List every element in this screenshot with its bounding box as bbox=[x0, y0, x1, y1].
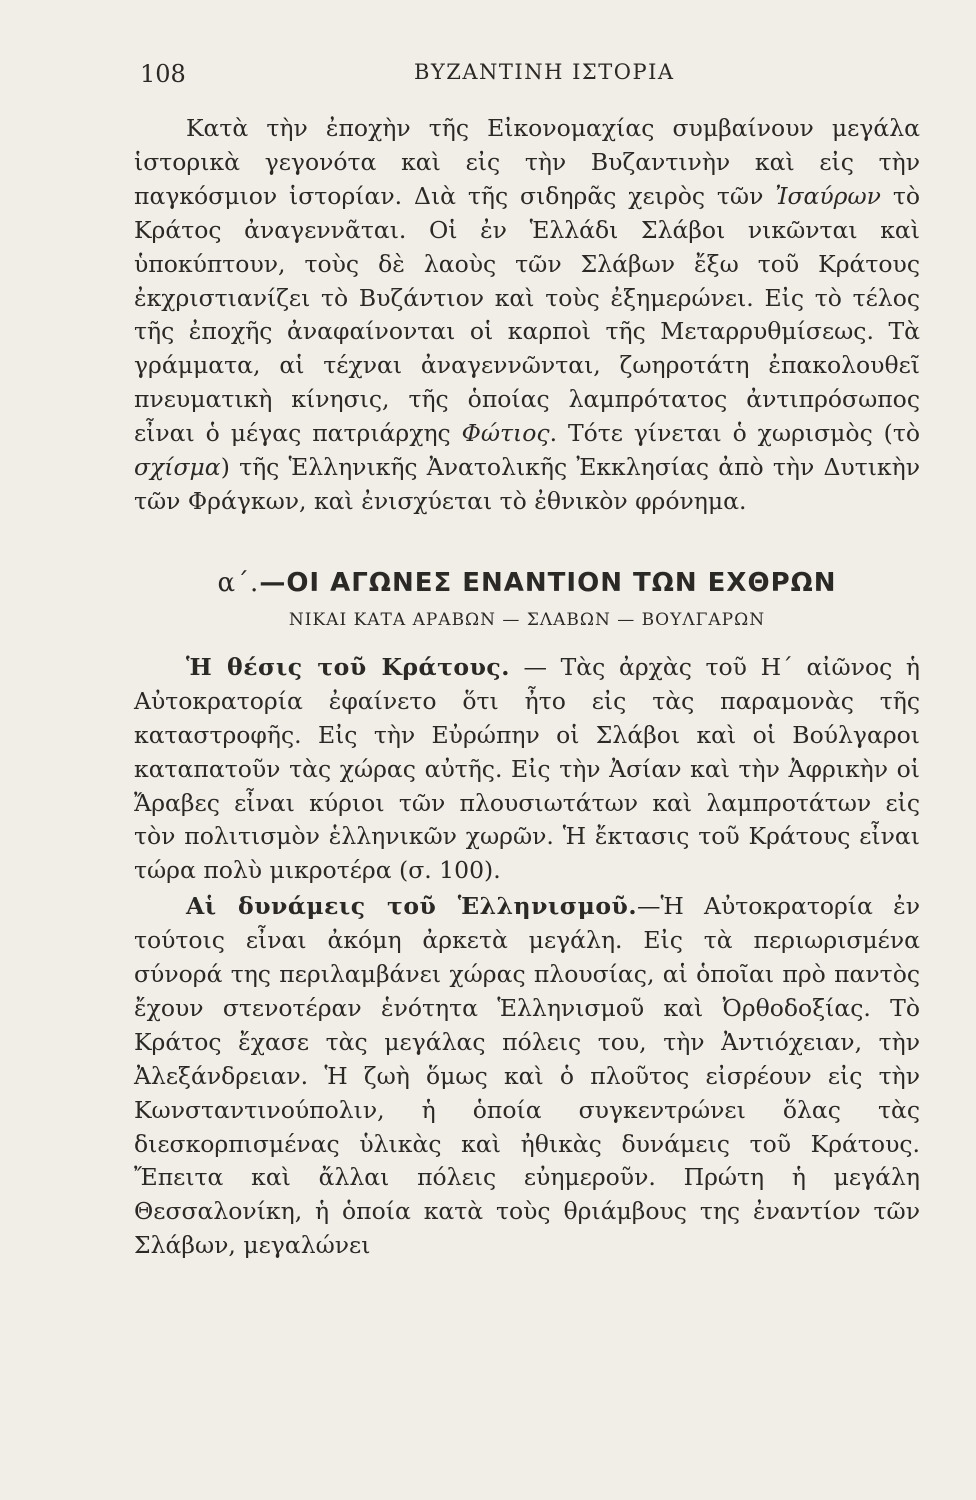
intro-paragraph bbox=[134, 112, 920, 519]
forces-text: —Ἡ Αὐτοκρατορία ἐν τούτοις εἶναι ἀκόμη ἀρκετὰ μεγάλη. Εἰς τὰ περιωρισμένα σύνορά της περιλαμβάνει χώρας πλουσίας, αἱ ὁποῖαι πρὸ παντὸς ἔχουν στενοτέραν ἑνότητα Ἑλληνισμοῦ καὶ Ὀρθοδοξίας. Τὸ Κράτος ἔχασε τὰς μεγάλας πόλεις του, τὴν Ἀντιόχειαν, τὴν Ἀλεξάνδρειαν. Ἡ ζωὴ ὅμως καὶ ὁ πλοῦτος εἰσρέουν εἰς τὴν Κωνσταντινούπολιν, ἡ ὁποία συγκεντρώνει ὅλας τὰς διεσκορπισμένας ὑλικὰς καὶ ἠθικὰς δυνάμεις τοῦ Κράτους. Ἔπειτα καὶ ἄλλαι πόλεις εὐημεροῦν. Πρώτη ἡ μεγάλη Θεσσαλονίκη, ἡ ὁποία κατὰ τοὺς θριάμβους της ἐναντίον τῶν Σλάβων, μεγαλώνει bbox=[134, 892, 920, 1260]
forces-paragraph bbox=[134, 890, 920, 1263]
running-head bbox=[134, 60, 920, 100]
photios-term: Φώτιος bbox=[461, 419, 550, 448]
section-subheading: ΝΙΚΑΙ ΚΑΤΑ ΑΡΑΒΩΝ — ΣΛΑΒΩΝ — ΒΟΥΛΓΑΡΩΝ bbox=[288, 609, 766, 630]
section-title: —ΟΙ ΑΓΩΝΕΣ ΕΝΑΝΤΙΟΝ ΤΩΝ ΕΧΘΡΩΝ bbox=[259, 567, 837, 598]
section-number: α΄. bbox=[217, 567, 260, 598]
intro-text-3: . Τότε γίνεται ὁ χωρισμὸς (τὸ bbox=[549, 419, 920, 448]
isaurians-term: Ἰσαύρων bbox=[775, 181, 881, 210]
page-number: 108 bbox=[140, 60, 186, 88]
position-paragraph bbox=[134, 651, 920, 888]
position-text: — Τὰς ἀρχὰς τοῦ Η΄ αἰῶνος ἡ Αὐτοκρατορία ἐφαίνετο ὅτι ἦτο εἰς τὰς παραμονὰς τῆς καταστροφῆς. Εἰς τὴν Εὐρώπην οἱ Σλάβοι καὶ οἱ Βούλγαροι καταπατοῦν τὰς χώρας αὐτῆς. Εἰς τὴν Ἀσίαν καὶ τὴν Ἀφρικὴν οἱ Ἄραβες εἶναι κύριοι τῶν πλουσιωτάτων καὶ λαμπροτάτων εἰς τὸν πολιτισμὸν ἑλληνικῶν χωρῶν. Ἡ ἔκτασις τοῦ Κράτους εἶναι τώρα πολὺ μικροτέρα (σ. 100). bbox=[134, 652, 920, 885]
running-title: ΒΥΖΑΝΤΙΝΗ ΙΣΤΟΡΙΑ bbox=[414, 60, 675, 84]
forces-heading: Αἱ δυνάμεις τοῦ Ἑλληνισμοῦ. bbox=[186, 892, 637, 921]
intro-text-2: τὸ Κράτος ἀναγεννᾶται. Οἱ ἐν Ἑλλάδι Σλάβοι νικῶνται καὶ ὑποκύπτουν, τοὺς δὲ λαοὺς τῶν Σλάβων ἔξω τοῦ Κράτους ἐκχριστιανίζει τὸ Βυζάντιον καὶ τοὺς ἐξημερώνει. Εἰς τὸ τέλος τῆς ἐποχῆς ἀναφαίνονται οἱ καρποὶ τῆς Μεταρρυθμίσεως. Τὰ γράμματα, αἱ τέχναι ἀναγεννῶνται, ζωηροτάτη ἐπακολουθεῖ πνευματικὴ κίνησις, τῆς ὁποίας λαμπρότατος ἀντιπρόσωπος εἶναι ὁ μέγας πατριάρχης bbox=[134, 181, 920, 448]
schism-term: σχίσμα bbox=[134, 453, 221, 482]
intro-text-1: Κατὰ τὴν ἐποχὴν τῆς Εἰκονομαχίας συμβαίνουν μεγάλα ἱστορικὰ γεγονότα καὶ εἰς τὴν Βυζαντινὴν καὶ εἰς τὴν παγκόσμιον ἱστορίαν. Διὰ τῆς σιδηρᾶς χειρὸς τῶν bbox=[134, 114, 920, 210]
position-heading: Ἡ θέσις τοῦ Κράτους. bbox=[186, 652, 510, 681]
section-heading bbox=[134, 565, 920, 601]
intro-text-4: ) τῆς Ἑλληνικῆς Ἀνατολικῆς Ἐκκλησίας ἀπὸ τὴν Δυτικὴν τῶν Φράγκων, καὶ ἐνισχύεται τὸ ἐθνικὸν φρόνημα. bbox=[134, 453, 920, 515]
